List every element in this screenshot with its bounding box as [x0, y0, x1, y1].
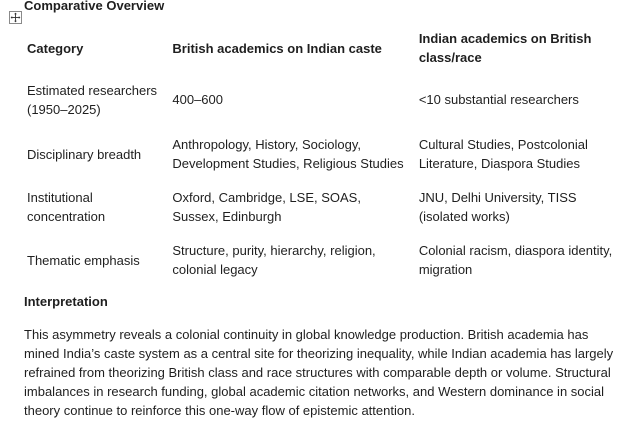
cell-indian: Colonial racism, diaspora identity, migration [418, 243, 613, 277]
comparison-table [20, 23, 624, 288]
header-british: British academics on Indian caste [172, 40, 382, 56]
move-arrows-icon [10, 12, 21, 23]
cell-british: Anthropology, History, Sociology, Development Studies, Religious Studies [172, 137, 404, 171]
header-indian: Indian academics on British class/race [418, 31, 592, 65]
table-row [20, 73, 624, 126]
cell-category: Estimated researchers (1950–2025) [27, 82, 158, 117]
cell-indian: <10 substantial researchers [418, 92, 579, 107]
cell-british: 400–600 [172, 92, 224, 107]
table-row [20, 232, 624, 288]
cell-category: Thematic emphasis [27, 252, 140, 268]
cell-british: Oxford, Cambridge, LSE, SOAS, Sussex, Edinburgh [172, 190, 361, 224]
interpretation-paragraph: This asymmetry reveals a colonial continuity in global knowledge production. British academia has mined India’s caste system as a central site for theorizing inequality, while Indian academia has largely refrained from theorizing British class and race structures with comparable depth or volume. Structural imbalances in research funding, global academic citation networks, and Western dominance in social theory continue to reinforce this one-way flow of epistemic attention. [24, 327, 614, 418]
cell-indian: Cultural Studies, Postcolonial Literature, Diaspora Studies [418, 137, 588, 171]
cell-category: Disciplinary breadth [27, 146, 142, 162]
table-header-row [20, 23, 624, 73]
interpretation-heading: Interpretation [24, 294, 108, 309]
table-row [20, 182, 624, 232]
cell-category: Institutional concentration [27, 190, 106, 224]
cell-indian: JNU, Delhi University, TISS (isolated works) [418, 190, 577, 224]
header-category: Category [27, 40, 84, 56]
section-heading: Comparative Overview [24, 0, 165, 13]
cell-british: Structure, purity, hierarchy, religion, colonial legacy [172, 243, 376, 277]
table-row [20, 126, 624, 182]
